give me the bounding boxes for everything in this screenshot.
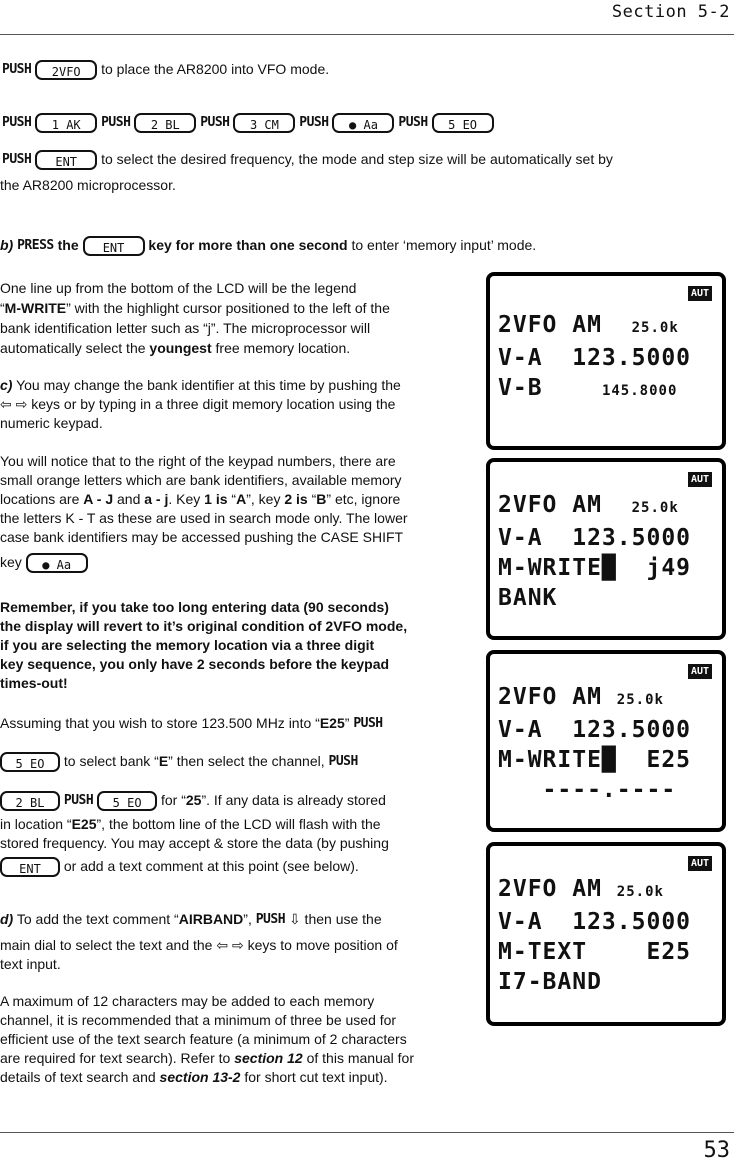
t: key: [0, 554, 22, 570]
lcd-display-4: [486, 842, 726, 1026]
key-1: 1 AK: [35, 113, 97, 133]
assume-6: [0, 857, 359, 877]
t: are required for text search). Refer to: [0, 1050, 235, 1066]
t: E25: [319, 715, 345, 731]
step-c-3: numeric keypad.: [0, 415, 103, 431]
step-d-1: [0, 910, 382, 929]
para-text: free memory location.: [211, 340, 351, 356]
remember-1: Remember, if you take too long entering data (90 seconds): [0, 599, 389, 615]
para-1c: bank identification letter such as “j”. The microprocessor will: [0, 320, 371, 336]
t: ”, key: [246, 491, 285, 507]
push-label: PUSH: [299, 115, 329, 131]
vfo-text: to place the AR8200 into VFO mode.: [101, 61, 330, 77]
lcd-row: M-WRITE█ E25: [498, 747, 692, 773]
t: 2VFO AM: [498, 876, 617, 902]
step-c-1: [0, 376, 401, 394]
notice-1: You will notice that to the right of the keypad numbers, there are: [0, 453, 396, 469]
notice-6: [0, 553, 88, 573]
key-2: 2 BL: [0, 791, 60, 811]
t: To add the text comment “: [13, 911, 179, 927]
t: 2 is: [284, 491, 308, 507]
notice-5: case bank identifiers may be accessed pushing the CASE SHIFT: [0, 529, 404, 545]
lcd-display-3: [486, 650, 726, 832]
t: A: [236, 491, 247, 507]
ent-key: ENT: [0, 857, 60, 877]
auto-badge: AUT: [688, 856, 712, 871]
page-number: 53: [703, 1138, 730, 1163]
key-2: 2 BL: [134, 113, 196, 133]
auto-badge: AUT: [688, 286, 712, 301]
max-5: [0, 1068, 388, 1086]
instruction-vfo: [2, 60, 329, 80]
t: ”, the bottom line of the LCD will flash with the: [96, 816, 381, 832]
t: section 12: [234, 1050, 303, 1066]
lcd-row: [498, 310, 714, 343]
remember-5: times-out!: [0, 675, 68, 691]
lcd-row: ----.----: [498, 777, 677, 803]
step-label: d): [0, 911, 14, 927]
t: 25.0k: [631, 500, 679, 516]
ent-key: ENT: [35, 150, 97, 170]
lcd-row: BANK: [498, 585, 558, 611]
push-label: PUSH: [255, 912, 286, 928]
t: E25: [71, 816, 97, 832]
para-text: You may change the bank identifier at this time by pushing the: [12, 377, 401, 393]
step-label: c): [0, 377, 13, 393]
step-b-rest: to enter ‘memory input’ mode.: [351, 237, 537, 253]
t: ” etc, ignore: [326, 491, 401, 507]
t: V-B: [498, 375, 602, 401]
remember-2: the display will revert to it’s original condition of 2VFO mode,: [0, 618, 408, 634]
t: 25.0k: [616, 692, 664, 708]
step-b-bold: key for more than one second: [148, 237, 348, 253]
t: to select bank “: [63, 753, 159, 769]
t: . Key: [168, 491, 205, 507]
key-sequence: [2, 113, 494, 133]
press-label: PRESS: [17, 238, 54, 254]
para-text: ” with the highlight cursor positioned to the left of the: [66, 300, 390, 316]
t: ”. If any data is already stored: [201, 792, 386, 808]
t: ” then select the channel,: [168, 753, 325, 769]
notice-4: the letters K - T as these are used in search mode only. The lower: [0, 510, 408, 526]
t: for short cut text input).: [240, 1069, 388, 1085]
step-b: [0, 236, 536, 256]
lcd-row: V-A 123.5000: [498, 909, 692, 935]
t: ”: [344, 715, 350, 731]
t: 25: [185, 792, 202, 808]
assume-4: [0, 815, 381, 833]
key-5: 5 EO: [0, 752, 60, 772]
max-1: A maximum of 12 characters may be added to each memory: [0, 993, 375, 1009]
assume-2: [0, 752, 358, 772]
push-label: PUSH: [398, 115, 428, 131]
t: Assuming that you wish to store 123.500 MHz into “: [0, 715, 320, 731]
notice-3: [0, 490, 400, 508]
t: 145.8000: [601, 383, 678, 399]
t: “: [307, 491, 317, 507]
push-label: PUSH: [2, 152, 32, 168]
step-d-3: text input.: [0, 956, 61, 972]
lcd-row: V-A 123.5000: [498, 525, 692, 551]
lcd-row: M-TEXT E25: [498, 939, 692, 965]
remember-3: if you are selecting the memory location via a three digit: [0, 637, 375, 653]
assume-3: [0, 791, 386, 811]
notice-2: small orange letters which are bank identifiers, available memory: [0, 472, 402, 488]
t: B: [316, 491, 327, 507]
vfo-key: 2VFO: [35, 60, 97, 80]
step-d-2: main dial to select the text and the ⇦ ⇨ keys to move position of: [0, 937, 398, 953]
assume-5: stored frequency. You may accept & store the data (by pushing: [0, 835, 389, 851]
lcd-display-2: [486, 458, 726, 640]
lcd-row: V-A 123.5000: [498, 717, 692, 743]
t: for “: [160, 792, 186, 808]
header-rule: [0, 34, 734, 35]
push-label: PUSH: [328, 754, 358, 770]
footer-rule: [0, 1132, 734, 1133]
t: locations are: [0, 491, 84, 507]
max-3: efficient use of the text search feature (a minimum of 2 characters: [0, 1031, 407, 1047]
lcd-row: I7-BAND: [498, 969, 602, 995]
remember-4: key sequence, you only have 2 seconds before the keypad: [0, 656, 390, 672]
t: of this manual for: [302, 1050, 414, 1066]
step-c-2: ⇦ ⇨ keys or by typing in a three digit memory location using the: [0, 396, 396, 412]
lcd-row: [498, 490, 714, 523]
push-label: PUSH: [2, 115, 32, 131]
push-label: PUSH: [200, 115, 230, 131]
auto-badge: AUT: [688, 664, 712, 679]
t: 2VFO AM: [498, 684, 617, 710]
key-5: 5 EO: [97, 791, 157, 811]
lcd-row: V-A 123.5000: [498, 345, 692, 371]
t: “: [227, 491, 237, 507]
key-case: ● Aa: [332, 113, 394, 133]
case-key: ● Aa: [26, 553, 88, 573]
key-5: 5 EO: [432, 113, 494, 133]
t: or add a text comment at this point (see below).: [63, 858, 359, 874]
t: section 13-2: [159, 1069, 241, 1085]
text-line: the AR8200 microprocessor.: [0, 177, 176, 193]
t: ”,: [243, 911, 252, 927]
lcd-row: [498, 874, 714, 907]
t: in location “: [0, 816, 72, 832]
t: 25.0k: [616, 884, 664, 900]
para-1d: [0, 339, 350, 357]
lcd-row: [498, 373, 714, 406]
lcd-display-1: [486, 272, 726, 450]
t: a - j: [144, 491, 169, 507]
para-1b: [0, 299, 390, 317]
ent-text: to select the desired frequency, the mode and step size will be automatically set by: [101, 151, 613, 167]
t: E: [158, 753, 169, 769]
instruction-ent: [2, 150, 613, 170]
step-label: b): [0, 237, 14, 253]
ent-key: ENT: [83, 236, 145, 256]
key-3: 3 CM: [233, 113, 295, 133]
auto-badge: AUT: [688, 472, 712, 487]
push-label: PUSH: [353, 716, 383, 732]
t: details of text search and: [0, 1069, 160, 1085]
t: 1 is: [204, 491, 228, 507]
the-word: the: [57, 237, 79, 253]
lcd-row: [498, 682, 714, 715]
t: 2VFO AM: [498, 312, 632, 338]
push-label: PUSH: [63, 793, 94, 809]
quote: “: [0, 300, 5, 316]
t: and: [113, 491, 145, 507]
assume-1: [0, 714, 383, 733]
para-text: automatically select the: [0, 340, 150, 356]
section-header: Section 5-2: [611, 2, 730, 22]
t: 2VFO AM: [498, 492, 632, 518]
max-4: [0, 1049, 414, 1067]
push-label: PUSH: [2, 62, 32, 78]
lcd-row: M-WRITE█ j49: [498, 555, 692, 581]
t: 25.0k: [631, 320, 679, 336]
t: A - J: [83, 491, 114, 507]
m-write-term: M-WRITE: [4, 300, 67, 316]
t: ⇩ then use the: [288, 911, 382, 927]
push-label: PUSH: [101, 115, 131, 131]
max-2: channel, it is recommended that a minimum of three be used for: [0, 1012, 397, 1028]
youngest-term: youngest: [149, 340, 212, 356]
t: AIRBAND: [178, 911, 244, 927]
para-1a: One line up from the bottom of the LCD will be the legend: [0, 280, 357, 296]
